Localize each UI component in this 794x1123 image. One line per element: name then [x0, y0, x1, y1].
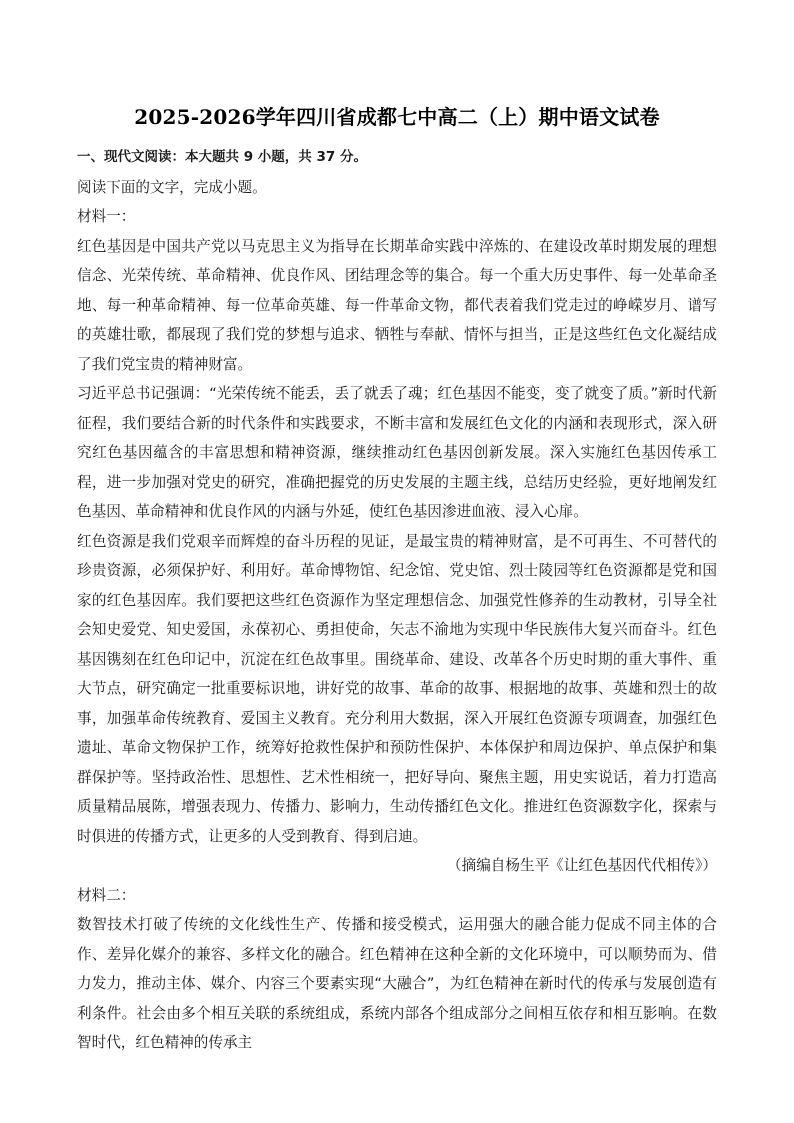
section-heading: 一、现代文阅读：本大题共 9 小题，共 37 分。 — [77, 149, 367, 165]
material1-label: 材料一： — [77, 208, 136, 225]
document-body — [77, 143, 717, 1058]
instructions-text: 阅读下面的文字，完成小题。 — [77, 178, 267, 196]
document-title: 2025-2026学年四川省成都七中高二（上）期中语文试卷 — [134, 105, 660, 129]
material2-paragraph-1: 数智技术打破了传统的文化线性生产、传播和接受模式，运用强大的融合能力促成不同主体的合作、差异化媒介的兼容、多样文化的融合。红色精神在这种全新的文化环境中，可以顺势而为、借力发力，推动主体、媒介、内容三个要素实现“大融合”，为红色精神在新时代的传承与发展创造有利条件。社会由多个相互关联的系统组成，系统内部各个组成部分之间相互依存和相互影响。在数智时代，红色精神的传承主 — [77, 916, 717, 1051]
material1-paragraph-2: 习近平总书记强调：“光荣传统不能丢，丢了就丢了魂；红色基因不能变，变了就变了质。”新时代新征程，我们要结合新的时代条件和实践要求，不断丰富和发展红色文化的内涵和表现形式，深入研究红色基因蕴含的丰富思想和精神资源，继续推动红色基因创新发展。深入实施红色基因传承工程，进一步加强对党史的研究，准确把握党的历史发展的主题主线，总结历史经验，更好地阐发红色基因、革命精神和优良作风的内涵与外延，使红色基因渗进血液、浸入心扉。 — [77, 385, 717, 520]
material1-paragraph-3: 红色资源是我们党艰辛而辉煌的奋斗历程的见证，是最宝贵的精神财富，是不可再生、不可替代的珍贵资源，必须保护好、利用好。革命博物馆、纪念馆、党史馆、烈士陵园等红色资源都是党和国家的红色基因库。我们要把这些红色资源作为坚定理想信念、加强党性修养的生动教材，引导全社会知史爱党、知史爱国，永葆初心、勇担使命，矢志不渝地为实现中华民族伟大复兴而奋斗。红色基因镌刻在红色印记中，沉淀在红色故事里。围绕革命、建设、改革各个历史时期的重大事件、重大节点，研究确定一批重要标识地，讲好党的故事、革命的故事、根据地的故事、英雄和烈士的故事，加强革命传统教育、爱国主义教育。充分利用大数据，深入开展红色资源专项调查，加强红色遗址、革命文物保护工作，统筹好抢救性保护和预防性保护、本体保护和周边保护、单点保护和集群保护等。坚持政治性、思想性、艺术性相统一，把好导向、聚焦主题，用史实说话，着力打造高质量精品展陈，增强表现力、传播力、影响力，生动传播红色文化。推进红色资源数字化，探索与时俱进的传播方式，让更多的人受到教育、得到启迪。 — [77, 532, 717, 845]
material2-label: 材料二： — [77, 886, 136, 904]
material1-source: （摘编自杨生平《让红色基因代代相传》） — [447, 857, 717, 874]
material1-paragraph-1: 红色基因是中国共产党以马克思主义为指导在长期革命实践中淬炼的、在建设改革时期发展的理想信念、光荣传统、革命精神、优良作风、团结理念等的集合。每一个重大历史事件、每一处革命圣地、每一种革命精神、每一位革命英雄、每一件革命文物，都代表着我们党走过的峥嵘岁月、谱写的英雄壮歌，都展现了我们党的梦想与追求、牺牲与奉献、情怀与担当，正是这些红色文化凝结成了我们党宝贵的精神财富。 — [77, 237, 717, 373]
